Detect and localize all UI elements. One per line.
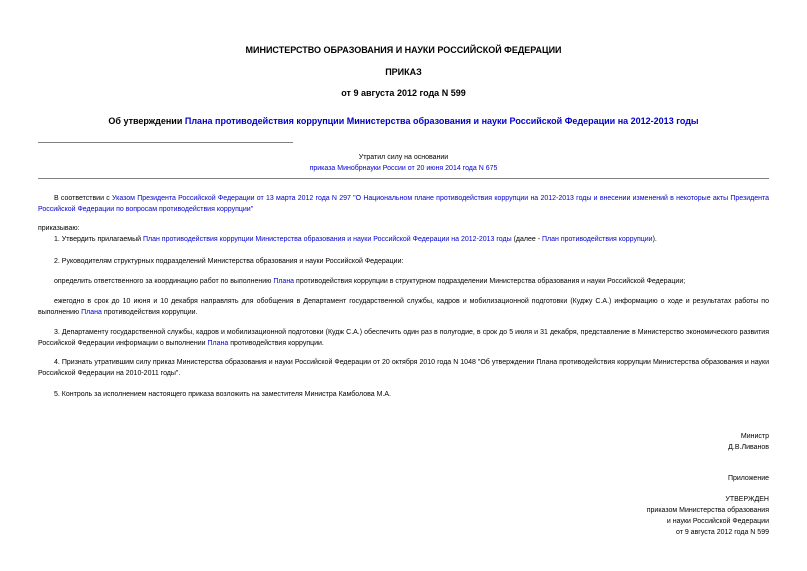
plan-link-3[interactable]: Плана (273, 278, 295, 285)
appendix-label: Приложение (727, 475, 769, 482)
president-decree-link[interactable]: Указом Президента Российской Федерации от 13 марта 2012 года N 297 "О Национальном плане противодействия коррупции на 2012-2013 годы и внесении изменений в некоторые акты Президента Российской Федерации по вопросам противодействия коррупции" (38, 195, 769, 213)
document-title (0, 116, 807, 126)
orders-line: приказываю: (38, 225, 80, 232)
item-3 (38, 327, 769, 349)
preamble-paragraph (38, 193, 769, 215)
item-2a-suffix: противодействия коррупции в структурном подразделении Министерства образования и науки Российской Федерации; (294, 278, 686, 285)
plan-link-4[interactable]: Плана (81, 309, 102, 316)
item-1-mid: (далее - (511, 236, 543, 243)
note-link-line (0, 163, 807, 174)
note-divider-top (38, 142, 293, 143)
note-divider-bottom (38, 178, 769, 179)
item-2b-suffix: противодействия коррупции. (101, 309, 198, 316)
appendix-line-1: приказом Министерства образования (646, 507, 769, 514)
item-5: 5. Контроль за исполнением настоящего приказа возложить на заместителя Министра Камболова М.А. (54, 391, 391, 398)
item-1-suffix: ). (652, 236, 657, 243)
date-number-heading: от 9 августа 2012 года N 599 (341, 88, 466, 98)
plan-title-link[interactable]: Плана противодействия коррупции Министерства образования и науки Российской Федерации на 2012-2013 годы (184, 116, 699, 126)
item-2b (38, 296, 769, 318)
doc-type-heading: ПРИКАЗ (385, 67, 422, 77)
signature-position: Министр (740, 433, 769, 440)
appendix-line-3: от 9 августа 2012 года N 599 (675, 529, 769, 536)
plan-link-2[interactable]: План противодействия коррупции (542, 236, 653, 243)
appendix-line-2: и науки Российской Федерации (666, 518, 769, 525)
item-3-prefix: 3. Департаменту государственной службы, кадров и мобилизационной подготовки (Кудж С.А.) обеспечить один раз в полугодие, в срок до 5 июля и 31 декабря, представление в Министерство экономического развития Российской Федерации информации о выполнении (38, 329, 769, 347)
item-3-suffix: противодействия коррупции. (228, 340, 324, 347)
appendix-approved: УТВЕРЖДЕН (725, 496, 769, 503)
preamble-prefix: В соответствии с (54, 195, 112, 202)
item-4: 4. Признать утратившим силу приказ Министерства образования и науки Российской Федерации от 20 октября 2010 года N 1048 "Об утверждении Плана противодействия коррупции Министерства образования и науки Российской Федерации на 2010-2011 годы". (38, 359, 769, 377)
item-2a-prefix: определить ответственного за координацию работ по выполнению (54, 278, 274, 285)
plan-link-5[interactable]: Плана (207, 340, 229, 347)
item-1 (38, 234, 769, 245)
item-1-prefix: 1. Утвердить прилагаемый (54, 236, 143, 243)
plan-link-1[interactable]: План противодействия коррупции Министерства образования и науки Российской Федерации на 2012-2013 годы (142, 236, 512, 243)
item-2: 2. Руководителям структурных подразделений Министерства образования и науки Российской Федерации: (54, 258, 404, 265)
ministry-heading: МИНИСТЕРСТВО ОБРАЗОВАНИЯ И НАУКИ РОССИЙСКОЙ ФЕДЕРАЦИИ (245, 45, 562, 55)
signature-name: Д.В.Ливанов (728, 444, 769, 451)
title-prefix: Об утверждении (108, 116, 185, 126)
item-2a (38, 276, 769, 287)
repeal-order-link[interactable]: приказа Минобрнауки России от 20 июня 2014 года N 675 (309, 165, 498, 172)
item-2b-prefix: ежегодно в срок до 10 июня и 10 декабря направлять для обобщения в Департамент государственной службы, кадров и мобилизационной подготовки (Куджу С.А.) информацию о ходе и результатах работы по выполнению (38, 298, 769, 316)
note-line: Утратил силу на основании (358, 154, 449, 161)
